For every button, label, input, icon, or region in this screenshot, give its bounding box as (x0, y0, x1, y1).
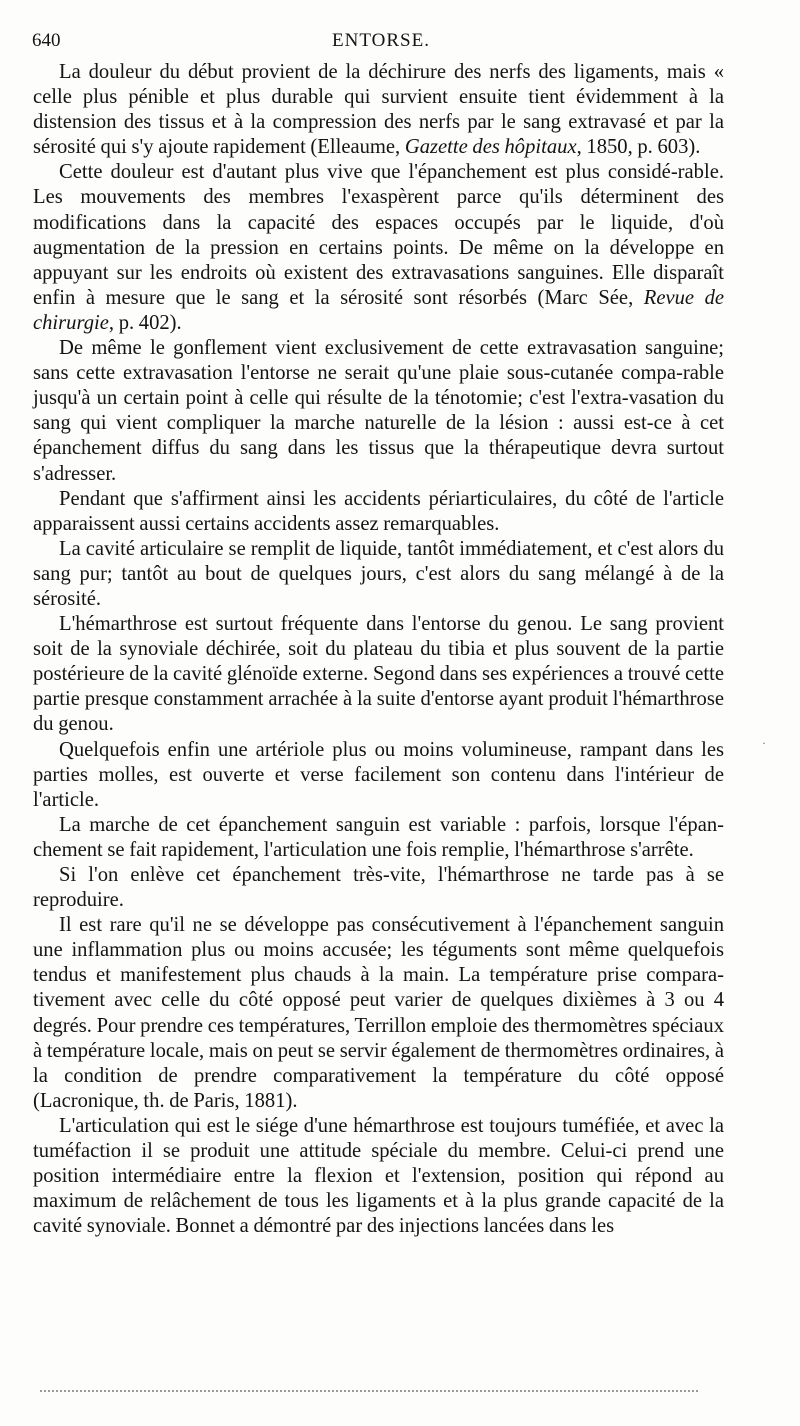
paragraph-swelling: De même le gonflement vient exclusivement de cette extravasation sanguine; sans cette extravasation l'entorse ne serait qu'une plaie sous-cutanée compa-rable jusqu'à un certain point à celle qui résulte de la ténotomie; c'est l'extra-vasation du sang qui vient compliquer la marche naturelle de la lésion : aussi est-ce à cet épanchement diffus du sang dans les tissus que la thérapeutique devra surtout s'adresser. (33, 337, 724, 485)
body-text (33, 60, 724, 1239)
paragraph-pain-origin: La douleur du début provient de la déchirure des nerfs des ligaments, mais « celle plus pénible et plus durable qui survient ensuite tient évidemment à la distension des tissus et à la compression des nerfs par le sang extravasé et par la sérosité qui s'y ajoute rapidement (Elleaume, Gazette des hôpitaux, 1850, p. 603). (33, 61, 724, 159)
running-title: ENTORSE. (332, 30, 430, 51)
page-header (32, 26, 730, 56)
paragraph-hemarthrosis-knee: L'hémarthrose est surtout fréquente dans l'entorse du genou. Le sang provient soit de la synoviale déchirée, soit du plateau du tibia et plus souvent de la partie postérieure de la cavité glénoïde externe. Segond dans ses expériences a trouvé cette partie presque constamment arrachée à la suite d'entorse ayant produit l'hémarthrose du genou. (33, 613, 724, 736)
page-number: 640 (32, 30, 61, 51)
paragraph-pain-intensity: Cette douleur est d'autant plus vive que l'épanchement est plus considé-rable. Les mouvements des membres l'exaspèrent parce qu'ils déterminent des modifications dans la capacité des espaces occupés par le liquide, d'où augmentation de la pression en certains points. De même on la développe en appuyant sur les endroits où existent des extravasations sanguines. Elle disparaît enfin à mesure que le sang et la sérosité sont résorbés (Marc Sée, Revue de chirurgie, p. 402). (33, 161, 725, 334)
paragraph-inflammation: Il est rare qu'il ne se développe pas consécutivement à l'épanchement sanguin une inflammation plus ou moins accusée; les téguments sont même quelquefois tendus et manifestement plus chauds à la main. La température prise compara-tivement avec celle du côté opposé peut varier de quelques dixièmes à 3 ou 4 degrés. Pour prendre ces températures, Terrillon emploie des thermomètres spéciaux à température locale, mais on peut se servir également de thermomètres ordinaires, à la condition de prendre comparativement la température du côté opposé (Lacronique, th. de Paris, 1881). (33, 914, 724, 1112)
scan-artifact-line (40, 1390, 698, 1392)
paragraph-effusion-course: La marche de cet épanchement sanguin est variable : parfois, lorsque l'épan-chement se fait rapidement, l'articulation une fois remplie, l'hémarthrose s'arrête. (33, 813, 724, 861)
paragraph-arteriole: Quelquefois enfin une artériole plus ou moins volumineuse, rampant dans les parties molles, est ouverte et verse facilement son contenu dans l'intérieur de l'article. (33, 738, 724, 811)
paragraph-joint-attitude: L'articulation qui est le siége d'une hémarthrose est toujours tuméfiée, et avec la tuméfaction il se produit une attitude spéciale du membre. Celui-ci prend une position intermédiaire entre la flexion et l'extension, position qui répond au maximum de relâchement de tous les ligaments et à la plus grande capacité de la cavité synoviale. Bonnet a démontré par des injections lancées dans les (33, 1114, 724, 1238)
margin-speck: · (762, 736, 766, 750)
paragraph-periarticular-accidents: Pendant que s'affirment ainsi les accidents périarticulaires, du côté de l'article apparaissent aussi certains accidents assez remarquables. (33, 487, 724, 535)
paragraph-articular-cavity: La cavité articulaire se remplit de liquide, tantôt immédiatement, et c'est alors du sang pur; tantôt au bout de quelques jours, c'est alors du sang mélangé à de la sérosité. (33, 537, 724, 610)
citation-revue-de-chirurgie: Revue de chirurgie (33, 286, 725, 334)
citation-gazette-des-hopitaux: Gazette des hôpitaux (404, 136, 577, 159)
paragraph-effusion-removal: Si l'on enlève cet épanchement très-vite, l'hémarthrose ne tarde pas à se reproduire. (33, 864, 724, 912)
